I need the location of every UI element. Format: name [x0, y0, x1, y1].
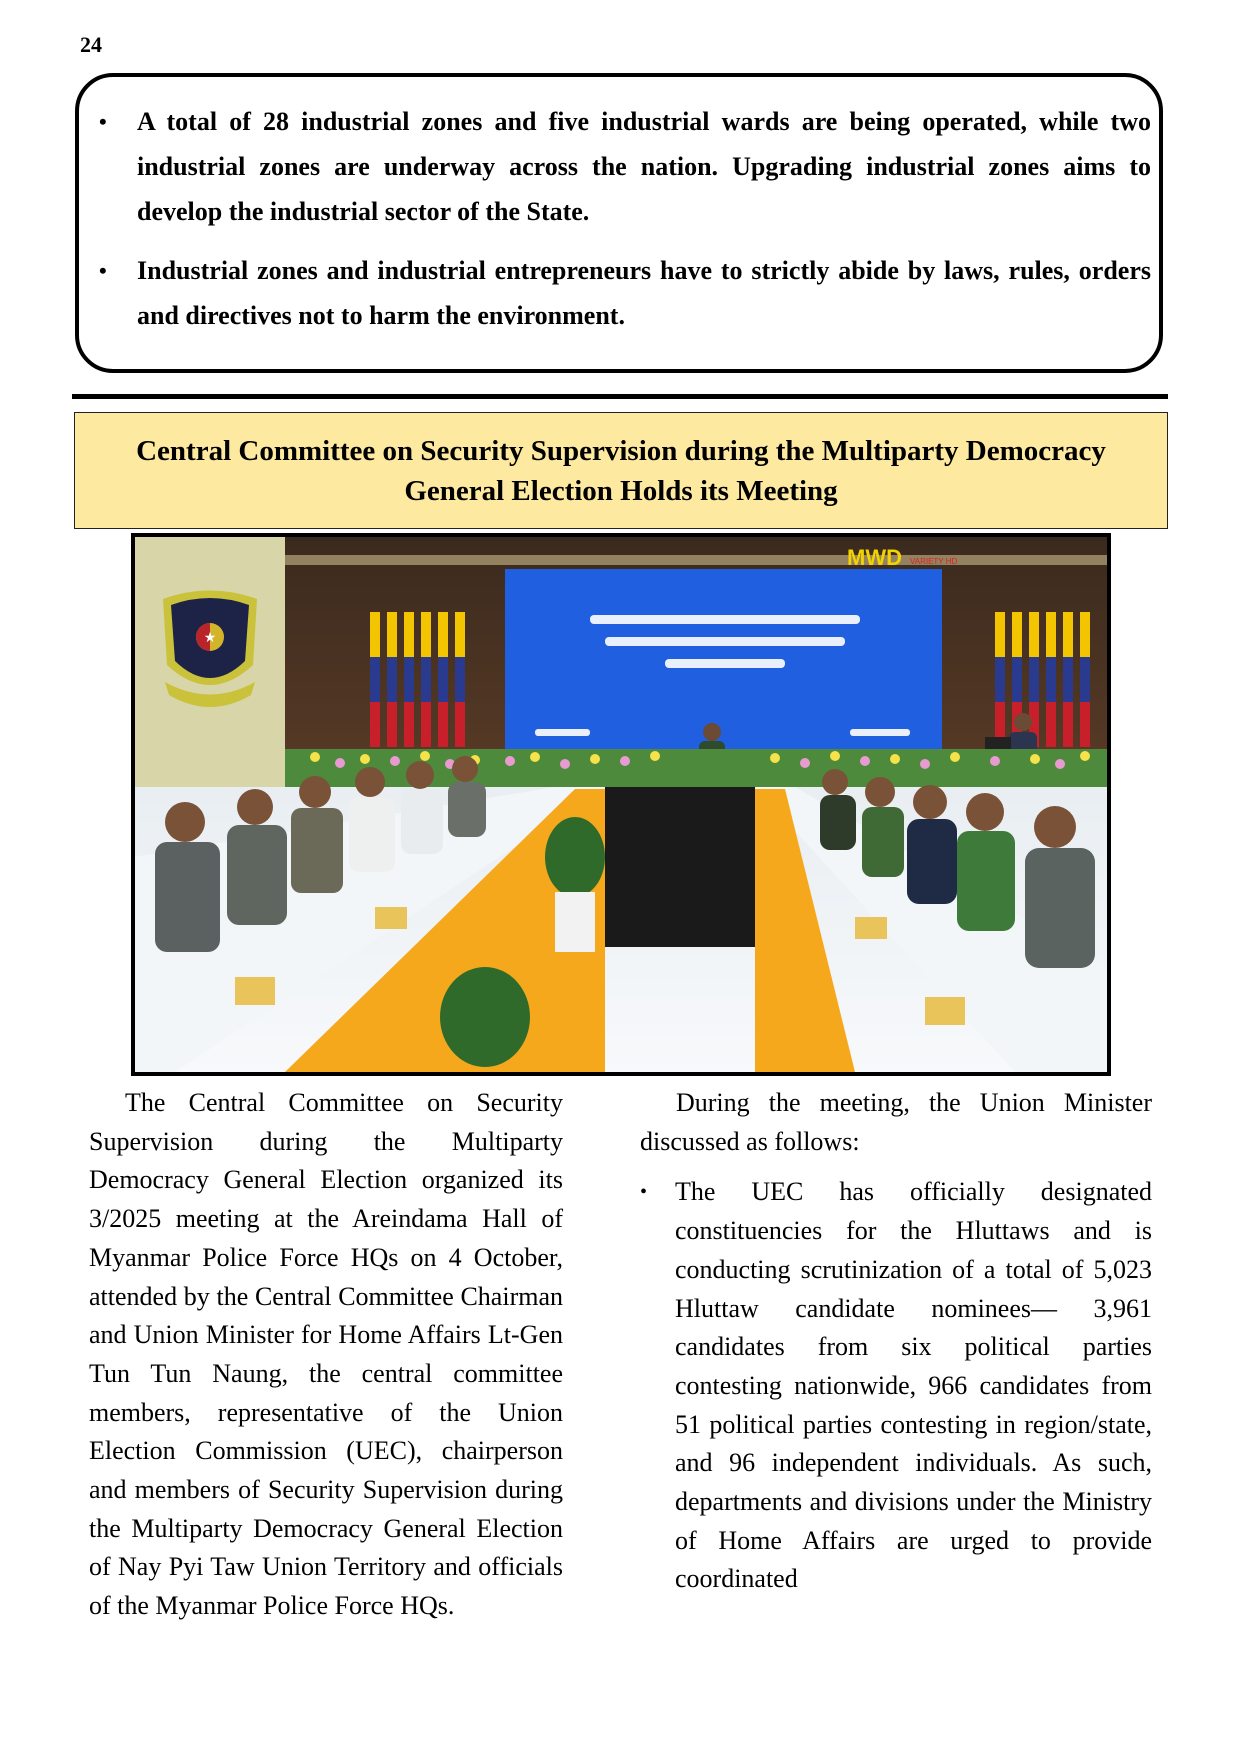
highlights-box	[75, 73, 1163, 373]
article-headline: Central Committee on Security Supervision during the Multiparty Democracy General Election Holds its Meeting	[136, 434, 1106, 507]
highlights-list	[99, 99, 1151, 352]
article-photo	[131, 533, 1111, 1076]
svg-text:★: ★	[203, 631, 217, 646]
article-right-column	[640, 1084, 1152, 1599]
section-divider	[72, 394, 1168, 399]
tissue-box	[375, 907, 407, 929]
tissue-box	[925, 997, 965, 1025]
highlight-item	[99, 99, 1151, 234]
logo-text: MWD	[847, 545, 902, 570]
headline-banner	[74, 412, 1168, 529]
center-monitor	[605, 787, 755, 947]
bullet-icon: •	[99, 258, 107, 283]
discussion-points	[640, 1173, 1152, 1599]
discussion-point-text: The UEC has officially designated constituencies for the Hluttaws and is conducting scrutinization of a total of 5,023 Hluttaw candidate nominees— 3,961 candidates from six political parties contesting nationwide, 966 candidates from 51 political parties contesting in region/state, and 96 independent individuals. As such, departments and divisions under the Ministry of Home Affairs are urged to provide coordinated	[675, 1177, 1152, 1594]
article-left-column	[89, 1084, 563, 1626]
bullet-icon: •	[640, 1181, 648, 1204]
article-paragraph: The Central Committee on Security Supervision during the Multiparty Democracy General Election organized its 3/2025 meeting at the Areindama Hall of Myanmar Police Force HQs on 4 October, attended by the Central Committee Chairman and Union Minister for Home Affairs Lt-Gen Tun Tun Naung, the central committee members, representative of the Union Election Commission (UEC), chairperson and members of Security Supervision during the Multiparty Democracy General Election of Nay Pyi Taw Union Territory and officials of the Myanmar Police Force HQs.	[89, 1088, 563, 1621]
tissue-box	[235, 977, 275, 1005]
bullet-icon: •	[99, 109, 107, 134]
highlight-text: A total of 28 industrial zones and five industrial wards are being operated, while two industrial zones are underway across the nation. Upgrading industrial zones aims to develop the industrial sector of the State.	[137, 107, 1151, 226]
tissue-box	[855, 917, 887, 939]
logo-subtext: VARIETY HD	[910, 557, 958, 566]
highlight-text: Industrial zones and industrial entrepreneurs have to strictly abide by laws, rules, orders and directives not to harm the environment.	[137, 256, 1151, 330]
meeting-photo-illustration	[135, 537, 1107, 1072]
highlight-item	[99, 248, 1151, 338]
discussion-point	[640, 1173, 1152, 1599]
page-number: 24	[80, 32, 102, 57]
discussion-intro: During the meeting, the Union Minister discussed as follows:	[640, 1088, 1152, 1156]
